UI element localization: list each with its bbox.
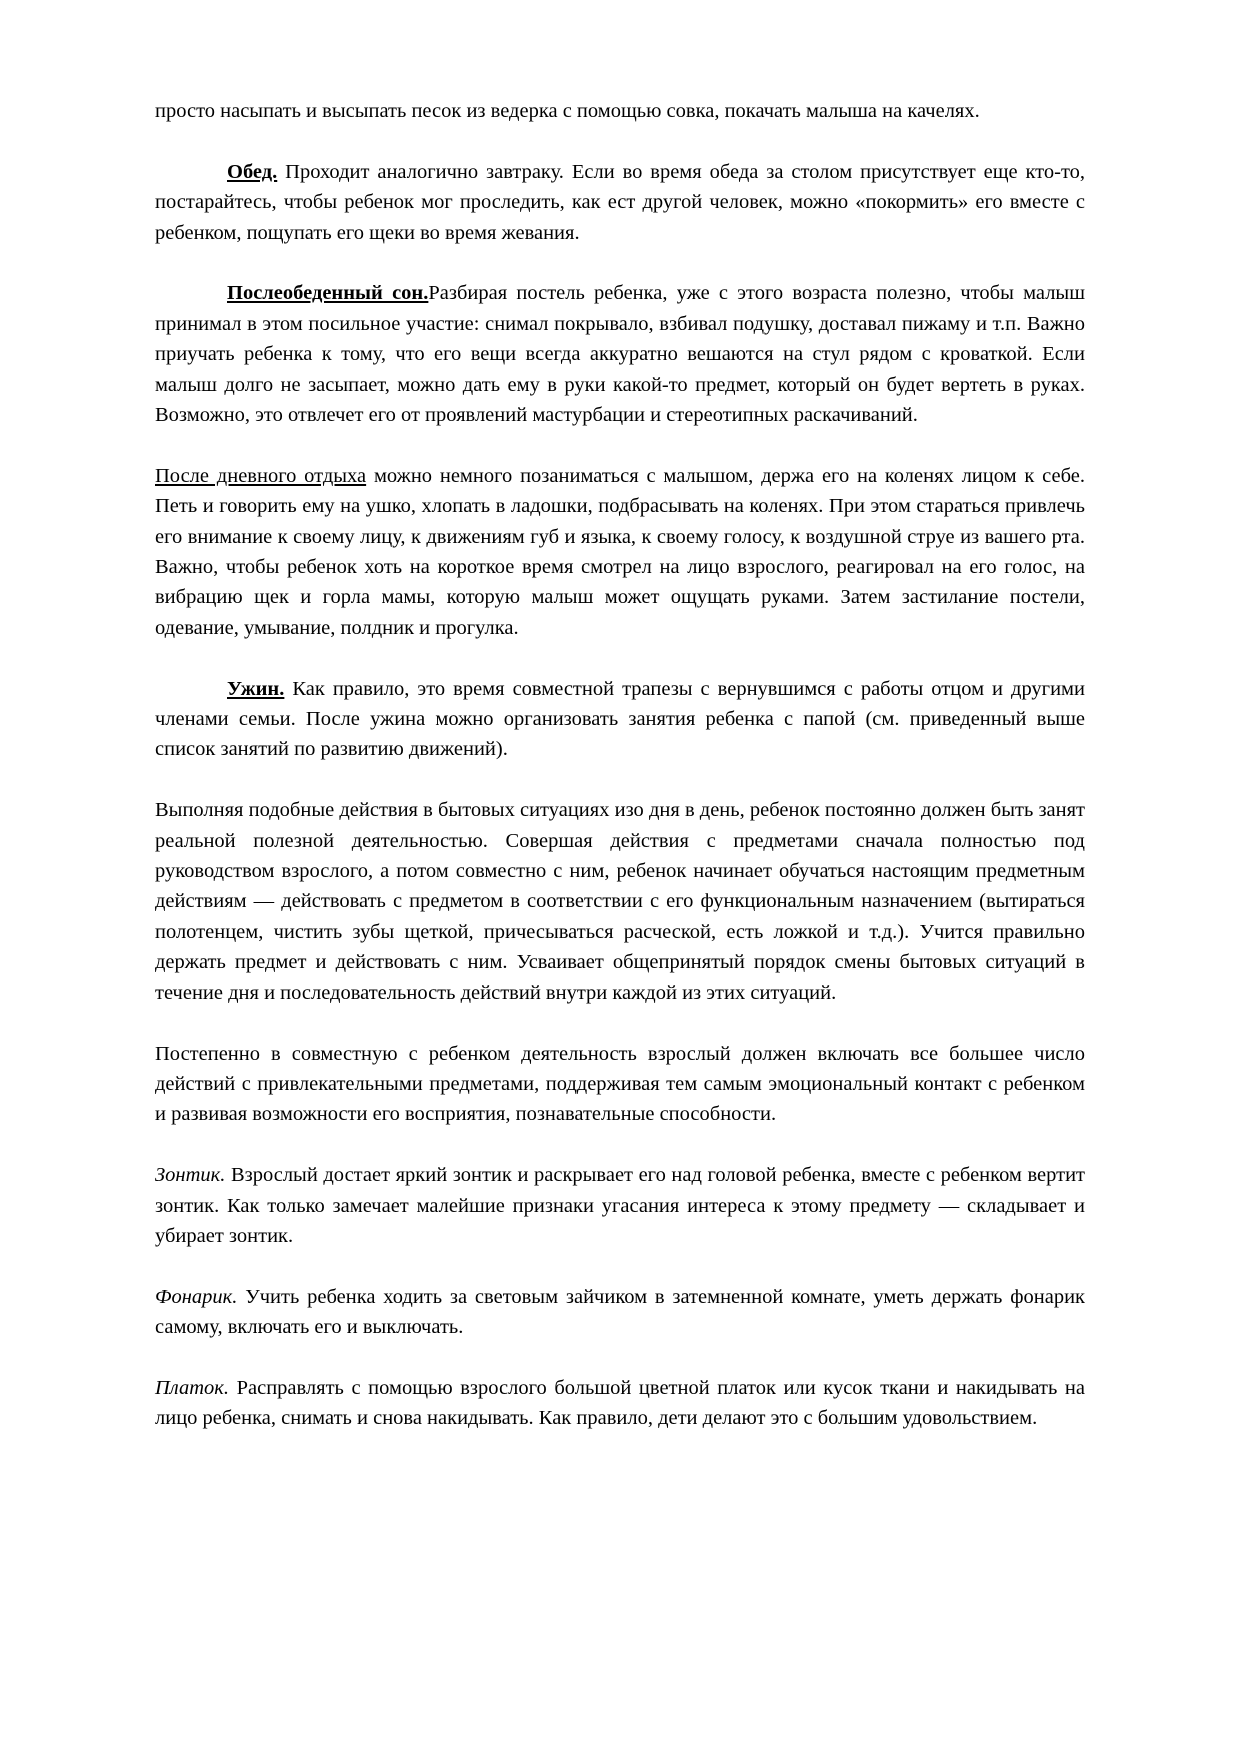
paragraph-dinner — [155, 674, 1085, 765]
paragraph-text: просто насыпать и высыпать песок из ведерка с помощью совка, покачать малыша на качелях. — [155, 100, 980, 122]
run-in-heading-flashlight: Фонарик. — [155, 1285, 238, 1308]
heading-gap — [366, 465, 374, 487]
run-in-heading-after-day-rest: После дневного отдыха — [155, 464, 367, 487]
paragraph-text: Взрослый достает яркий зонтик и раскрывает его над головой ребенка, вместе с ребенком вертит зонтик. Как только замечает малейшие признаки угасания интереса к этому предмету — складывает и убирает зонтик. — [155, 1164, 1086, 1247]
run-in-heading-lunch: Обед. — [227, 160, 278, 183]
paragraph-text: Расправлять с помощью взрослого большой цветной платок или кусок ткани и накидывать на лицо ребенка, снимать и снова накидывать. Как правило, дети делают это с большим удовольствием. — [155, 1376, 1086, 1430]
paragraph-text: можно немного позаниматься с малышом, держа его на коленях лицом к себе. Петь и говорить ему на ушко, хлопать в ладошки, подбрасывать на коленях. При этом стараться привлечь его внимание к своему лицу, к движениям губ и языка, к своему голосу, к воздушной струе из вашего рта. Важно, чтобы ребенок хоть на короткое время смотрел на лицо взрослого, реагировал на его голос, на вибрацию щек и горла мамы, которую малыш может ощущать руками. Затем застилание постели, одевание, умывание, полдник и прогулка. — [155, 464, 1086, 639]
paragraph-spacer — [155, 643, 1085, 673]
paragraph-text: Проходит аналогично завтраку. Если во время обеда за столом присутствует еще кто-то, постарайтесь, чтобы ребенок мог проследить, как ест другой человек, можно «покормить» его вместе с ребенком, пощупать его щеки во время жевания. — [155, 160, 1086, 244]
paragraph-text: Учить ребенка ходить за световым зайчиком в затемненной комнате, уметь держать фонарик самому, включать его и выключать. — [155, 1285, 1086, 1339]
paragraph-sand-swing — [155, 96, 1085, 126]
run-in-heading-kerchief: Платок. — [155, 1376, 230, 1399]
paragraph-spacer — [155, 1008, 1085, 1038]
run-in-heading-umbrella: Зонтик. — [155, 1164, 226, 1187]
paragraph-umbrella — [155, 1160, 1085, 1251]
paragraph-text: Выполняя подобные действия в бытовых ситуациях изо дня в день, ребенок постоянно должен быть занят реальной полезной деятельностью. Совершая действия с предметами сначала полностью под руководством взрослого, а потом совместно с ним, ребенок начинает обучаться настоящим предметным действиям — действовать с предметом в соответствии с его функциональным назначением (вытираться полотенцем, чистить зубы щеткой, причесываться расческой, есть ложкой и т.д.). Учится правильно держать предмет и действовать с ним. Усваивает общепринятый порядок смены бытовых ситуаций в течение дня и последовательность действий внутри каждой из этих ситуаций. — [155, 799, 1085, 1004]
paragraph-lunch — [155, 157, 1085, 248]
paragraph-gradually — [155, 1039, 1085, 1130]
heading-gap — [229, 1377, 237, 1399]
paragraph-spacer — [155, 248, 1085, 278]
paragraph-spacer — [155, 765, 1085, 795]
run-in-heading-dinner: Ужин. — [227, 677, 285, 700]
heading-gap — [277, 161, 285, 183]
document-text-body — [155, 96, 1085, 1434]
paragraph-kerchief — [155, 1373, 1085, 1434]
paragraph-daily-actions — [155, 795, 1085, 1008]
paragraph-spacer — [155, 1343, 1085, 1373]
paragraph-text: Постепенно в совместную с ребенком деятельность взрослый должен включать все большее число действий с привлекательными предметами, поддерживая тем самым эмоциональный контакт с ребенком и развивая возможности его восприятия, познавательные способности. — [155, 1042, 1085, 1126]
run-in-heading-afternoon-nap: Послеобеденный сон. — [227, 282, 429, 305]
paragraph-spacer — [155, 430, 1085, 460]
paragraph-after-day-rest — [155, 461, 1085, 643]
paragraph-afternoon-nap — [155, 278, 1085, 430]
paragraph-text: Разбирая постель ребенка, уже с этого возраста полезно, чтобы малыш принимал в этом посильное участие: снимал покрывало, взбивал подушку, доставал пижаму и т.п. Важно приучать ребенка к тому, что его вещи всегда аккуратно вешаются на стул рядом с кроваткой. Если малыш долго не засыпает, можно дать ему в руки какой-то предмет, который он будет вертеть в руках. Возможно, это отвлечет его от проявлений мастурбации и стереотипных раскачиваний. — [155, 282, 1085, 427]
paragraph-spacer — [155, 1251, 1085, 1281]
paragraph-spacer — [155, 126, 1085, 156]
paragraph-spacer — [155, 1130, 1085, 1160]
paragraph-flashlight — [155, 1282, 1085, 1343]
paragraph-text: Как правило, это время совместной трапезы с вернувшимся с работы отцом и другими членами семьи. После ужина можно организовать занятия ребенка с папой (см. приведенный выше список занятий по развитию движений). — [155, 677, 1086, 761]
